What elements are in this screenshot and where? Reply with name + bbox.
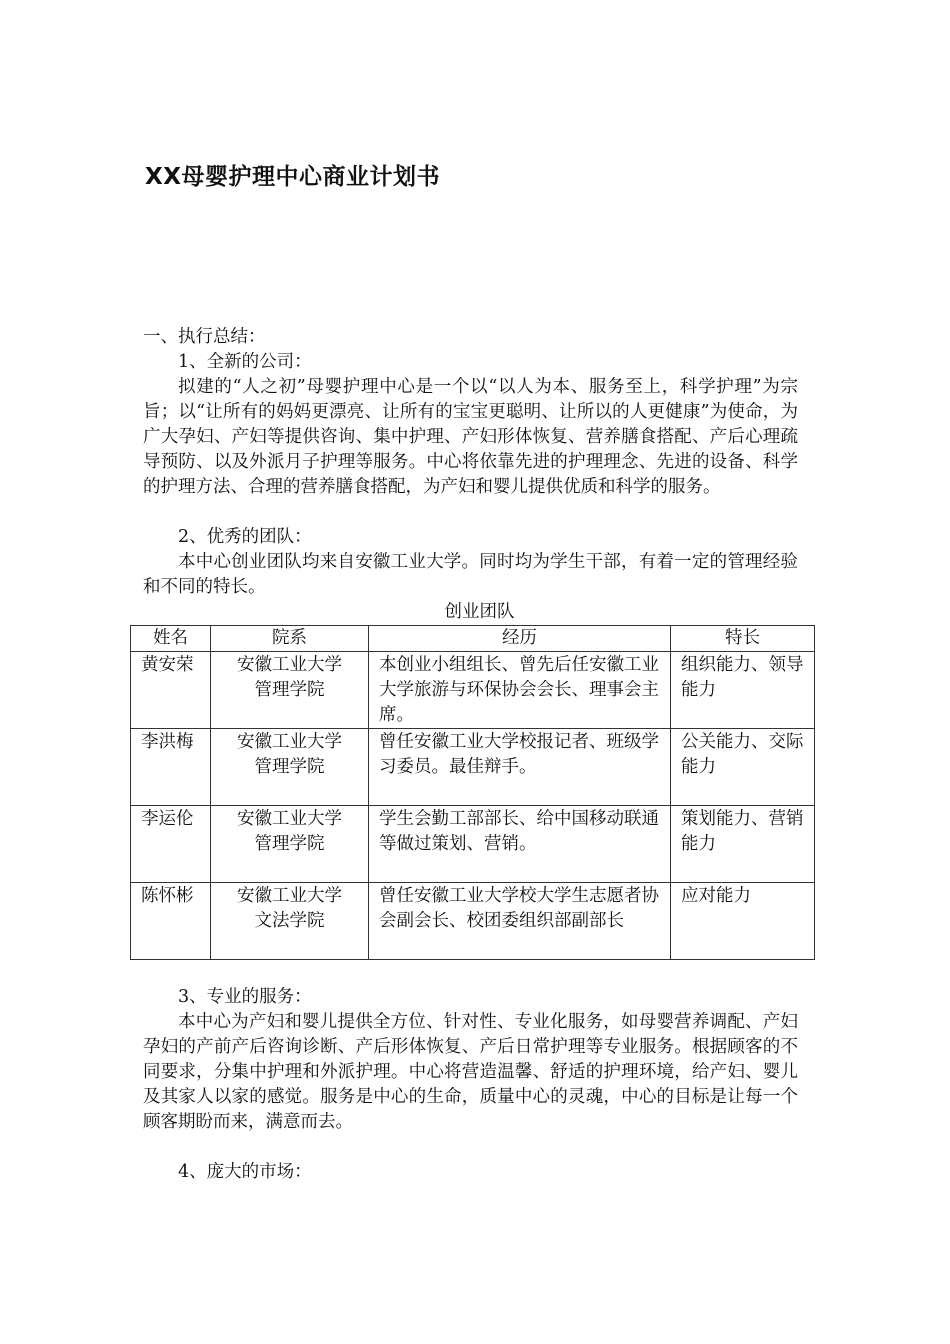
paragraph-team: 本中心创业团队均来自安徽工业大学。同时均为学生干部，有着一定的管理经验和不同的特长。	[143, 552, 798, 597]
table-row	[131, 806, 815, 883]
table-caption: 创业团队	[444, 602, 515, 622]
column-header-college: 院系	[211, 626, 369, 652]
college-university: 安徽工业大学	[237, 886, 342, 906]
spacer	[143, 500, 798, 525]
cell-name: 黄安荣	[131, 652, 211, 729]
college-school: 管理学院	[254, 757, 325, 777]
college-university: 安徽工业大学	[237, 655, 342, 675]
subsection-heading-new-company: 1、全新的公司：	[178, 352, 312, 372]
spacer	[143, 1135, 798, 1160]
cell-experience: 曾任安徽工业大学校报记者、班级学习委员。最佳辩手。	[369, 729, 671, 806]
subsection-heading-market: 4、庞大的市场：	[178, 1162, 312, 1182]
spacer	[143, 960, 798, 985]
subsection-heading-team: 2、优秀的团队：	[178, 527, 312, 547]
college-university: 安徽工业大学	[237, 732, 342, 752]
document-title: XX母婴护理中心商业计划书	[145, 164, 440, 190]
cell-college	[211, 729, 369, 806]
cell-experience: 曾任安徽工业大学校大学生志愿者协会副会长、校团委组织部副部长	[369, 883, 671, 960]
column-header-name: 姓名	[131, 626, 211, 652]
subsection-heading-service: 3、专业的服务：	[178, 987, 312, 1007]
college-school: 管理学院	[254, 680, 325, 700]
table-row	[131, 883, 815, 960]
cell-college	[211, 652, 369, 729]
cell-skills: 公关能力、交际能力	[671, 729, 815, 806]
cell-skills: 策划能力、营销能力	[671, 806, 815, 883]
table-row	[131, 652, 815, 729]
college-university: 安徽工业大学	[237, 809, 342, 829]
college-school: 管理学院	[254, 834, 325, 854]
cell-name: 李运伦	[131, 806, 211, 883]
cell-experience: 学生会勤工部部长、给中国移动联通等做过策划、营销。	[369, 806, 671, 883]
table-row	[131, 729, 815, 806]
cell-college	[211, 806, 369, 883]
cell-experience: 本创业小组组长、曾先后任安徽工业大学旅游与环保协会会长、理事会主席。	[369, 652, 671, 729]
document-body	[141, 325, 804, 1185]
column-header-experience: 经历	[369, 626, 671, 652]
paragraph-new-company: 拟建的“人之初”母婴护理中心是一个以“以人为本、服务至上，科学护理”为宗旨；以“让所有的妈妈更漂亮、让所有的宝宝更聪明、让所以的人更健康”为使命，为广大孕妇、产妇等提供咨询、集中护理、产妇形体恢复、营养膳食搭配、产后心理疏导预防、以及外派月子护理等服务。中心将依靠先进的护理理念、先进的设备、科学的护理方法、合理的营养膳食搭配，为产妇和婴儿提供优质和科学的服务。	[143, 377, 798, 497]
cell-skills: 应对能力	[671, 883, 815, 960]
paragraph-service: 本中心为产妇和婴儿提供全方位、针对性、专业化服务，如母婴营养调配、产妇孕妇的产前产后咨询诊断、产后形体恢复、产后日常护理等专业服务。根据顾客的不同要求，分集中护理和外派护理。中心将营造温馨、舒适的护理环境，给产妇、婴儿及其家人以家的感觉。服务是中心的生命，质量中心的灵魂，中心的目标是让每一个顾客期盼而来，满意而去。	[143, 1012, 798, 1132]
section-heading-executive-summary: 一、执行总结：	[143, 327, 266, 347]
college-school: 文法学院	[254, 911, 325, 931]
column-header-skills: 特长	[671, 626, 815, 652]
team-table	[130, 625, 815, 960]
cell-name: 李洪梅	[131, 729, 211, 806]
table-header-row	[131, 626, 815, 652]
cell-skills: 组织能力、领导能力	[671, 652, 815, 729]
cell-college	[211, 883, 369, 960]
cell-name: 陈怀彬	[131, 883, 211, 960]
